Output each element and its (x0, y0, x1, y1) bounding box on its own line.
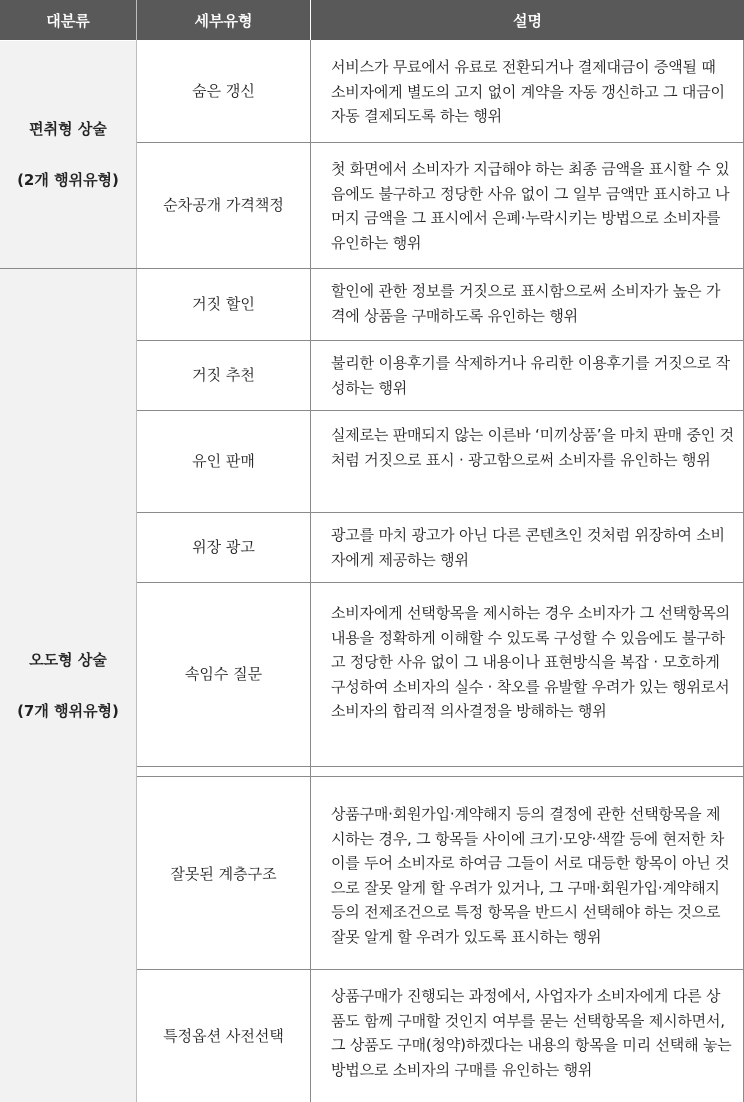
header-subtype: 세부유형 (137, 0, 310, 40)
description-hidden-renewal: 서비스가 무료에서 유료로 전환되거나 결제대금이 증액될 때 소비자에게 별도의 고지 없이 계약을 자동 갱신하고 그 대금이 자동 결제되도록 하는 행위 (331, 58, 725, 125)
description-drip-pricing: 첫 화면에서 소비자가 지급해야 하는 최종 금액을 표시할 수 있음에도 불구하고 정당한 사유 없이 그 일부 금액만 표시하고 나머지 금액을 그 표시에서 은폐·누락시키는 방법으로 소비자를 유인하는 행위 (331, 160, 730, 252)
subtype-false-discount: 거짓 할인 (192, 295, 255, 314)
description-bait-sale: 실제로는 판매되지 않는 이른바 ‘미끼상품’을 마치 판매 중인 것처럼 거짓으로 표시 · 광고함으로써 소비자를 유인하는 행위 (331, 426, 734, 469)
column-divider (310, 40, 311, 1102)
category-name: 오도형 상술 (29, 651, 107, 669)
description-trick-question: 소비자에게 선택항목을 제시하는 경우 소비자가 그 선택항목의 내용을 정확하게 이해할 수 있도록 구성할 수 있음에도 불구하고 정당한 사유 없이 그 내용이나 표현방식을 복잡 · 모호하게 구성하여 소비자의 실수 · 착오를 유발할 우려가 있는 행위로서 소비자의 합리적 의사결정을 방해하는 행위 (331, 604, 730, 720)
group-divider (0, 268, 744, 269)
row-divider (137, 340, 744, 341)
header-description: 설명 (311, 0, 744, 40)
category-name: 편취형 상술 (29, 120, 107, 138)
row-divider (137, 776, 744, 777)
description-preselection: 상품구매가 진행되는 과정에서, 사업자가 소비자에게 다른 상품도 함께 구매할 것인지 여부를 묻는 선택항목을 제시하면서, 그 상품도 구매(청약)하겠다는 내용의 항목을 미리 선택해 놓는 방법으로 소비자의 구매를 유인하는 행위 (331, 987, 732, 1079)
description-disguised-ad: 광고를 마치 광고가 아닌 다른 콘텐츠인 것처럼 위장하여 소비자에게 제공하는 행위 (331, 526, 725, 569)
row-divider (137, 410, 744, 411)
description-false-hierarchy: 상품구매·회원가입·계약해지 등의 결정에 관한 선택항목을 제시하는 경우, 그 항목들 사이에 크기·모양·색깔 등에 현저한 차이를 두어 소비자로 하여금 그들이 서로 대등한 항목이 아닌 것으로 잘못 알게 할 우려가 있거나, 그 구매·회원가입·계약해지 등의 전제조건으로 특정 항목을 반드시 선택해야 하는 것으로 잘못 알게 할 우려가 있도록 표시하는 행위 (331, 805, 730, 946)
row-divider (137, 512, 744, 513)
row-divider (137, 142, 744, 143)
category-cell-deceptive (0, 41, 136, 268)
header-category: 대분류 (0, 0, 136, 40)
description-false-recommendation: 불리한 이용후기를 삭제하거나 유리한 이용후기를 거짓으로 작성하는 행위 (331, 354, 730, 397)
subtype-preselection: 특정옵션 사전선택 (163, 1026, 284, 1045)
category-count: (2개 행위유형) (17, 170, 119, 189)
category-count: (7개 행위유형) (17, 701, 119, 720)
subtype-false-hierarchy: 잘못된 계층구조 (170, 865, 277, 884)
subtype-false-recommendation: 거짓 추천 (192, 366, 255, 385)
subtype-bait-sale: 유인 판매 (192, 452, 255, 471)
description-false-discount: 할인에 관한 정보를 거짓으로 표시함으로써 소비자가 높은 가격에 상품을 구매하도록 유인하는 행위 (331, 282, 721, 325)
column-divider (136, 0, 137, 1102)
row-divider (137, 969, 744, 970)
subtype-disguised-ad: 위장 광고 (192, 538, 255, 557)
subtype-drip-pricing: 순차공개 가격책정 (163, 196, 284, 215)
subtype-trick-question: 속임수 질문 (184, 665, 263, 684)
row-divider (137, 582, 744, 583)
row-divider (137, 766, 744, 767)
subtype-hidden-renewal: 숨은 갱신 (192, 82, 255, 101)
category-cell-misleading (0, 269, 136, 1102)
